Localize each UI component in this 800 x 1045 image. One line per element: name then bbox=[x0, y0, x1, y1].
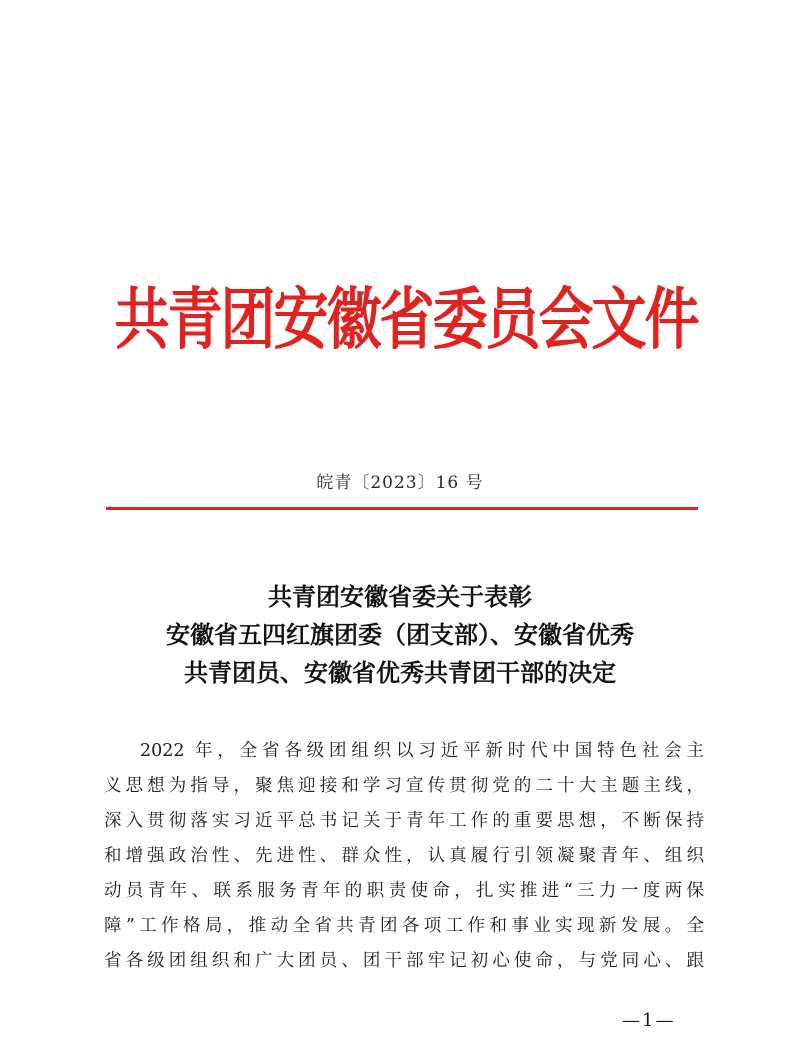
body-line: 2022 年，全省各级团组织以习近平新时代中国特色社会主 bbox=[140, 741, 704, 761]
decision-title-line: 共青团员、安徽省优秀共青团干部的决定 bbox=[184, 658, 616, 687]
body-line: 省各级团组织和广大团员、团干部牢记初心使命，与党同心、跟 bbox=[104, 951, 704, 971]
red-divider-line bbox=[106, 507, 698, 510]
body-line: 障”工作格局，推动全省共青团各项工作和事业实现新发展。全 bbox=[104, 916, 704, 936]
body-line: 和增强政治性、先进性、群众性，认真履行引领凝聚青年、组织 bbox=[104, 846, 704, 866]
body-line: 深入贯彻落实习近平总书记关于青年工作的重要思想，不断保持 bbox=[104, 811, 704, 831]
page-number: —1— bbox=[622, 1010, 676, 1031]
decision-title-line: 安徽省五四红旗团委（团支部）、安徽省优秀 bbox=[166, 620, 634, 649]
document-header-title: 共青团安徽省委员会文件 bbox=[114, 280, 698, 359]
body-paragraph bbox=[104, 734, 704, 979]
document-number: 皖青〔2023〕16 号 bbox=[316, 473, 484, 493]
decision-title bbox=[60, 578, 740, 692]
body-line: 义思想为指导，聚焦迎接和学习宣传贯彻党的二十大主题主线， bbox=[104, 776, 704, 796]
decision-title-line: 共青团安徽省委关于表彰 bbox=[268, 582, 532, 611]
body-line: 动员青年、联系服务青年的职责使命，扎实推进“三力一度两保 bbox=[104, 881, 704, 901]
